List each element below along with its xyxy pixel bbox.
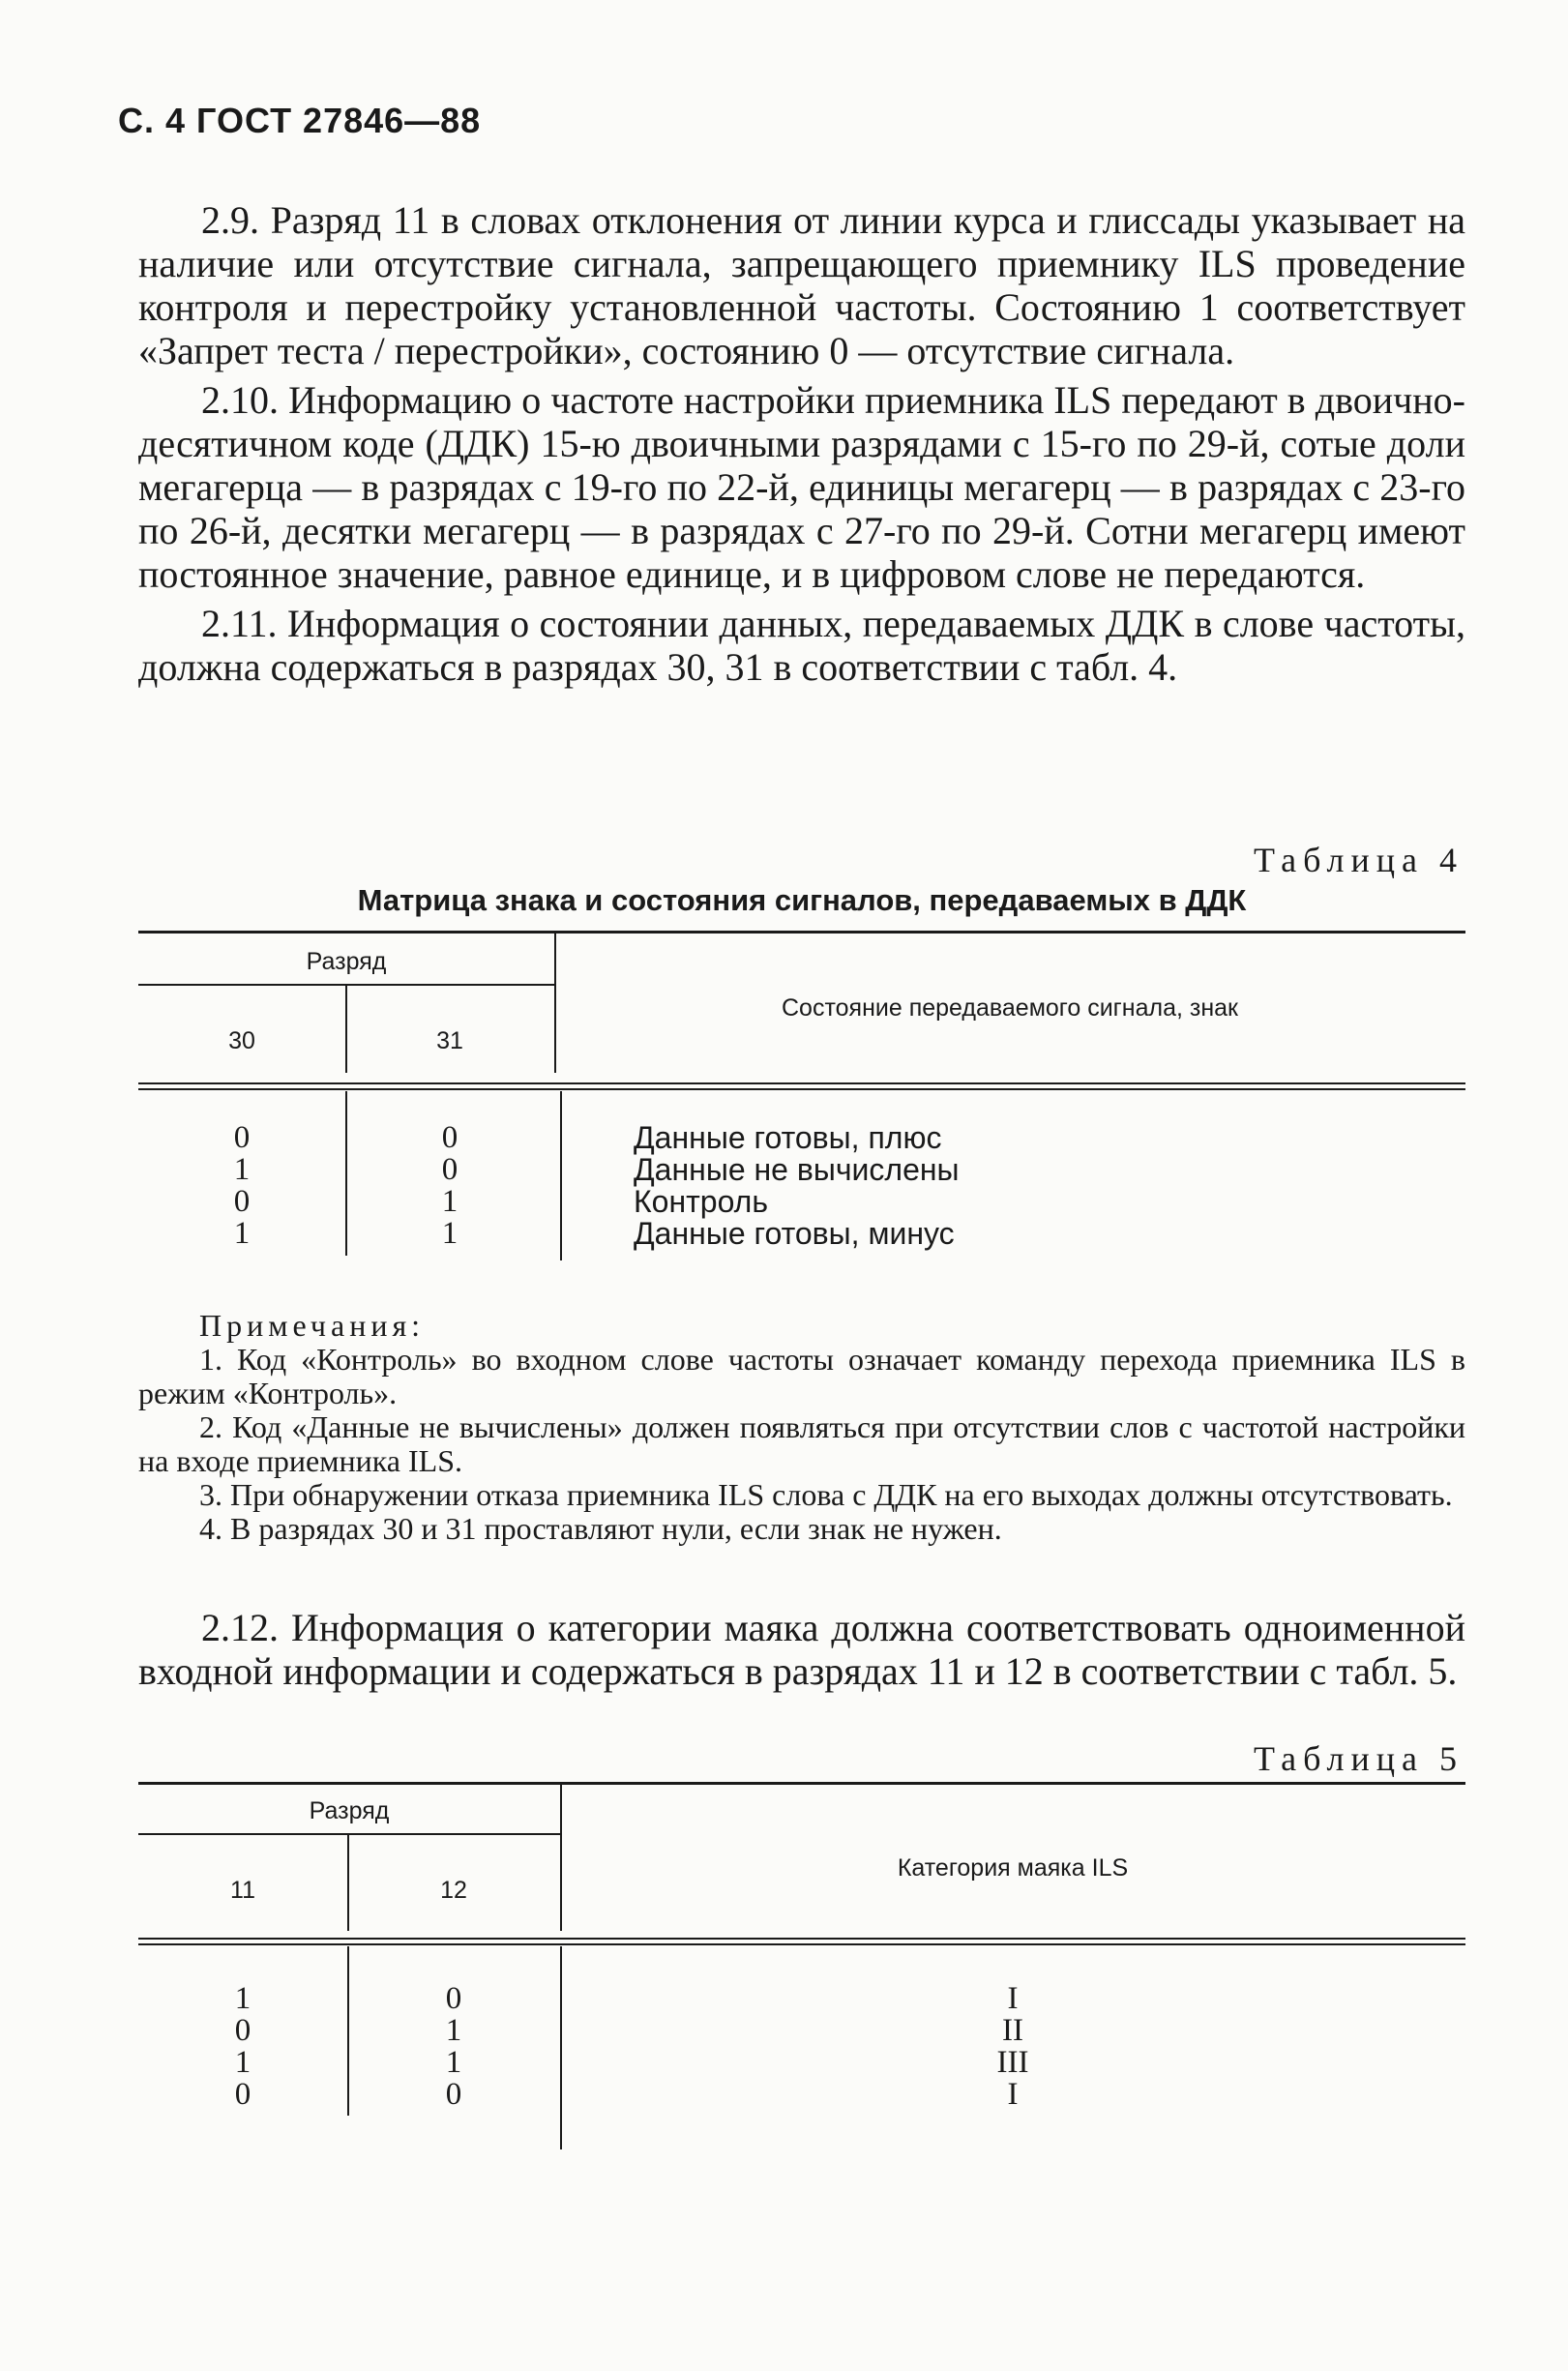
table4	[138, 929, 1465, 1301]
paragraph-2-11: 2.11. Информация о состоянии данных, передаваемых ДДК в слове частоты, должна содержаться в разрядах 30, 31 в соответствии с табл. 4.	[138, 602, 1465, 689]
table4-title: Матрица знака и состояния сигналов, передаваемых в ДДК	[357, 883, 1247, 917]
table5-top-rule	[138, 1782, 1465, 1785]
table5-cell: 1	[234, 1981, 251, 2016]
table4-col3-divider-body	[560, 1091, 562, 1260]
note-item: 4. В разрядах 30 и 31 проставляют нули, если знак не нужен.	[199, 1511, 1002, 1546]
table5-cell: 0	[445, 1981, 462, 2016]
table5-col3-header: Категория маяка ILS	[897, 1854, 1129, 1882]
table5-group-header: Разряд	[309, 1797, 390, 1824]
paragraph-2-10: 2.10. Информацию о частоте настройки приемника ILS передают в двоично-десятичном коде (ДДК) 15-ю двоичными разрядами с 15-го по 29-й, сотые доли мегагерца — в разрядах с 19-го по 22-й, единицы мегагерц — в разрядах с 23-го по 26-й, десятки мегагерц — в разрядах с 27-го по 29-й. Сотни мегагерц имеют постоянное значение, равное единице, и в цифровом слове не передаются.	[138, 378, 1465, 596]
table4-notes	[138, 1309, 1465, 1546]
table5-cell: III	[996, 2045, 1029, 2080]
table5-col1-values	[138, 1983, 347, 2111]
note-item: 1. Код «Контроль» во входном слове частоты означает команду перехода приемника ILS в режим «Контроль».	[138, 1342, 1465, 1410]
page-header: С. 4 ГОСТ 27846—88	[118, 101, 482, 140]
table4-top-rule	[138, 931, 1465, 934]
table4-col3-header: Состояние передаваемого сигнала, знак	[782, 994, 1238, 1022]
notes-title: Примечания:	[199, 1308, 426, 1343]
table4-col1-header: 30	[228, 1027, 255, 1054]
table5-cell: 0	[445, 2077, 462, 2112]
table4-col2-header: 31	[436, 1027, 463, 1054]
table4-col2-values	[345, 1122, 554, 1250]
table5-cell: 1	[445, 2045, 462, 2080]
table5-cell: I	[1007, 1981, 1019, 2016]
table5-col2-header: 12	[440, 1877, 467, 1904]
table5	[138, 1780, 1465, 2162]
table4-cell: Данные не вычислены	[634, 1152, 960, 1187]
table4-cell: 0	[441, 1120, 459, 1155]
table4-cell: 1	[233, 1152, 251, 1187]
table4-cell: 0	[233, 1184, 251, 1219]
table5-col2-values	[347, 1983, 560, 2111]
table4-cell: 1	[233, 1216, 251, 1251]
table4-cell: 0	[441, 1152, 459, 1187]
table5-cell: I	[1007, 2077, 1019, 2112]
table4-header-rule	[138, 1082, 1465, 1090]
paragraph-2-9: 2.9. Разряд 11 в словах отклонения от линии курса и глиссады указывает на наличие или отсутствие сигнала, запрещающего приемнику ILS проведение контроля и перестройку установленной частоты. Состоянию 1 соответствует «Запрет теста / перестройки», состоянию 0 — отсутствие сигнала.	[138, 198, 1465, 372]
table4-cell: Данные готовы, плюс	[634, 1120, 942, 1155]
table4-cell: Контроль	[634, 1184, 768, 1219]
paragraph-2-12-block	[138, 1606, 1465, 1693]
table4-group-header: Разряд	[306, 948, 387, 975]
paragraph-2-12: 2.12. Информация о категории маяка должна соответствовать одноименной входной информации и содержаться в разрядах 11 и 12 в соответствии с табл. 5.	[138, 1606, 1465, 1693]
table5-header-rule	[138, 1938, 1465, 1945]
table5-cell: 0	[234, 2013, 251, 2048]
table5-col3-values	[560, 1983, 1465, 2111]
table4-cell: 1	[441, 1216, 459, 1251]
table5-cell: 0	[234, 2077, 251, 2112]
table5-cell: 1	[234, 2045, 251, 2080]
table5-col1-header: 11	[230, 1877, 255, 1904]
top-paragraphs	[138, 198, 1465, 689]
table5-cell: II	[1002, 2013, 1023, 2048]
note-item: 2. Код «Данные не вычислены» должен появляться при отсутствии слов с частотой настройки на входе приемника ILS.	[138, 1409, 1465, 1478]
table4-col3-values	[634, 1122, 1456, 1250]
table5-group-rule	[138, 1833, 560, 1835]
table5-cell: 1	[445, 2013, 462, 2048]
table4-label: Таблица 4	[1254, 841, 1464, 879]
table5-label: Таблица 5	[1254, 1739, 1464, 1778]
table4-cell: Данные готовы, минус	[634, 1216, 955, 1251]
note-item: 3. При обнаружении отказа приемника ILS слова с ДДК на его выходах должны отсутствовать.	[199, 1477, 1453, 1512]
table4-cell: 0	[233, 1120, 251, 1155]
table4-col1-values	[138, 1122, 345, 1250]
table4-cell: 1	[441, 1184, 459, 1219]
